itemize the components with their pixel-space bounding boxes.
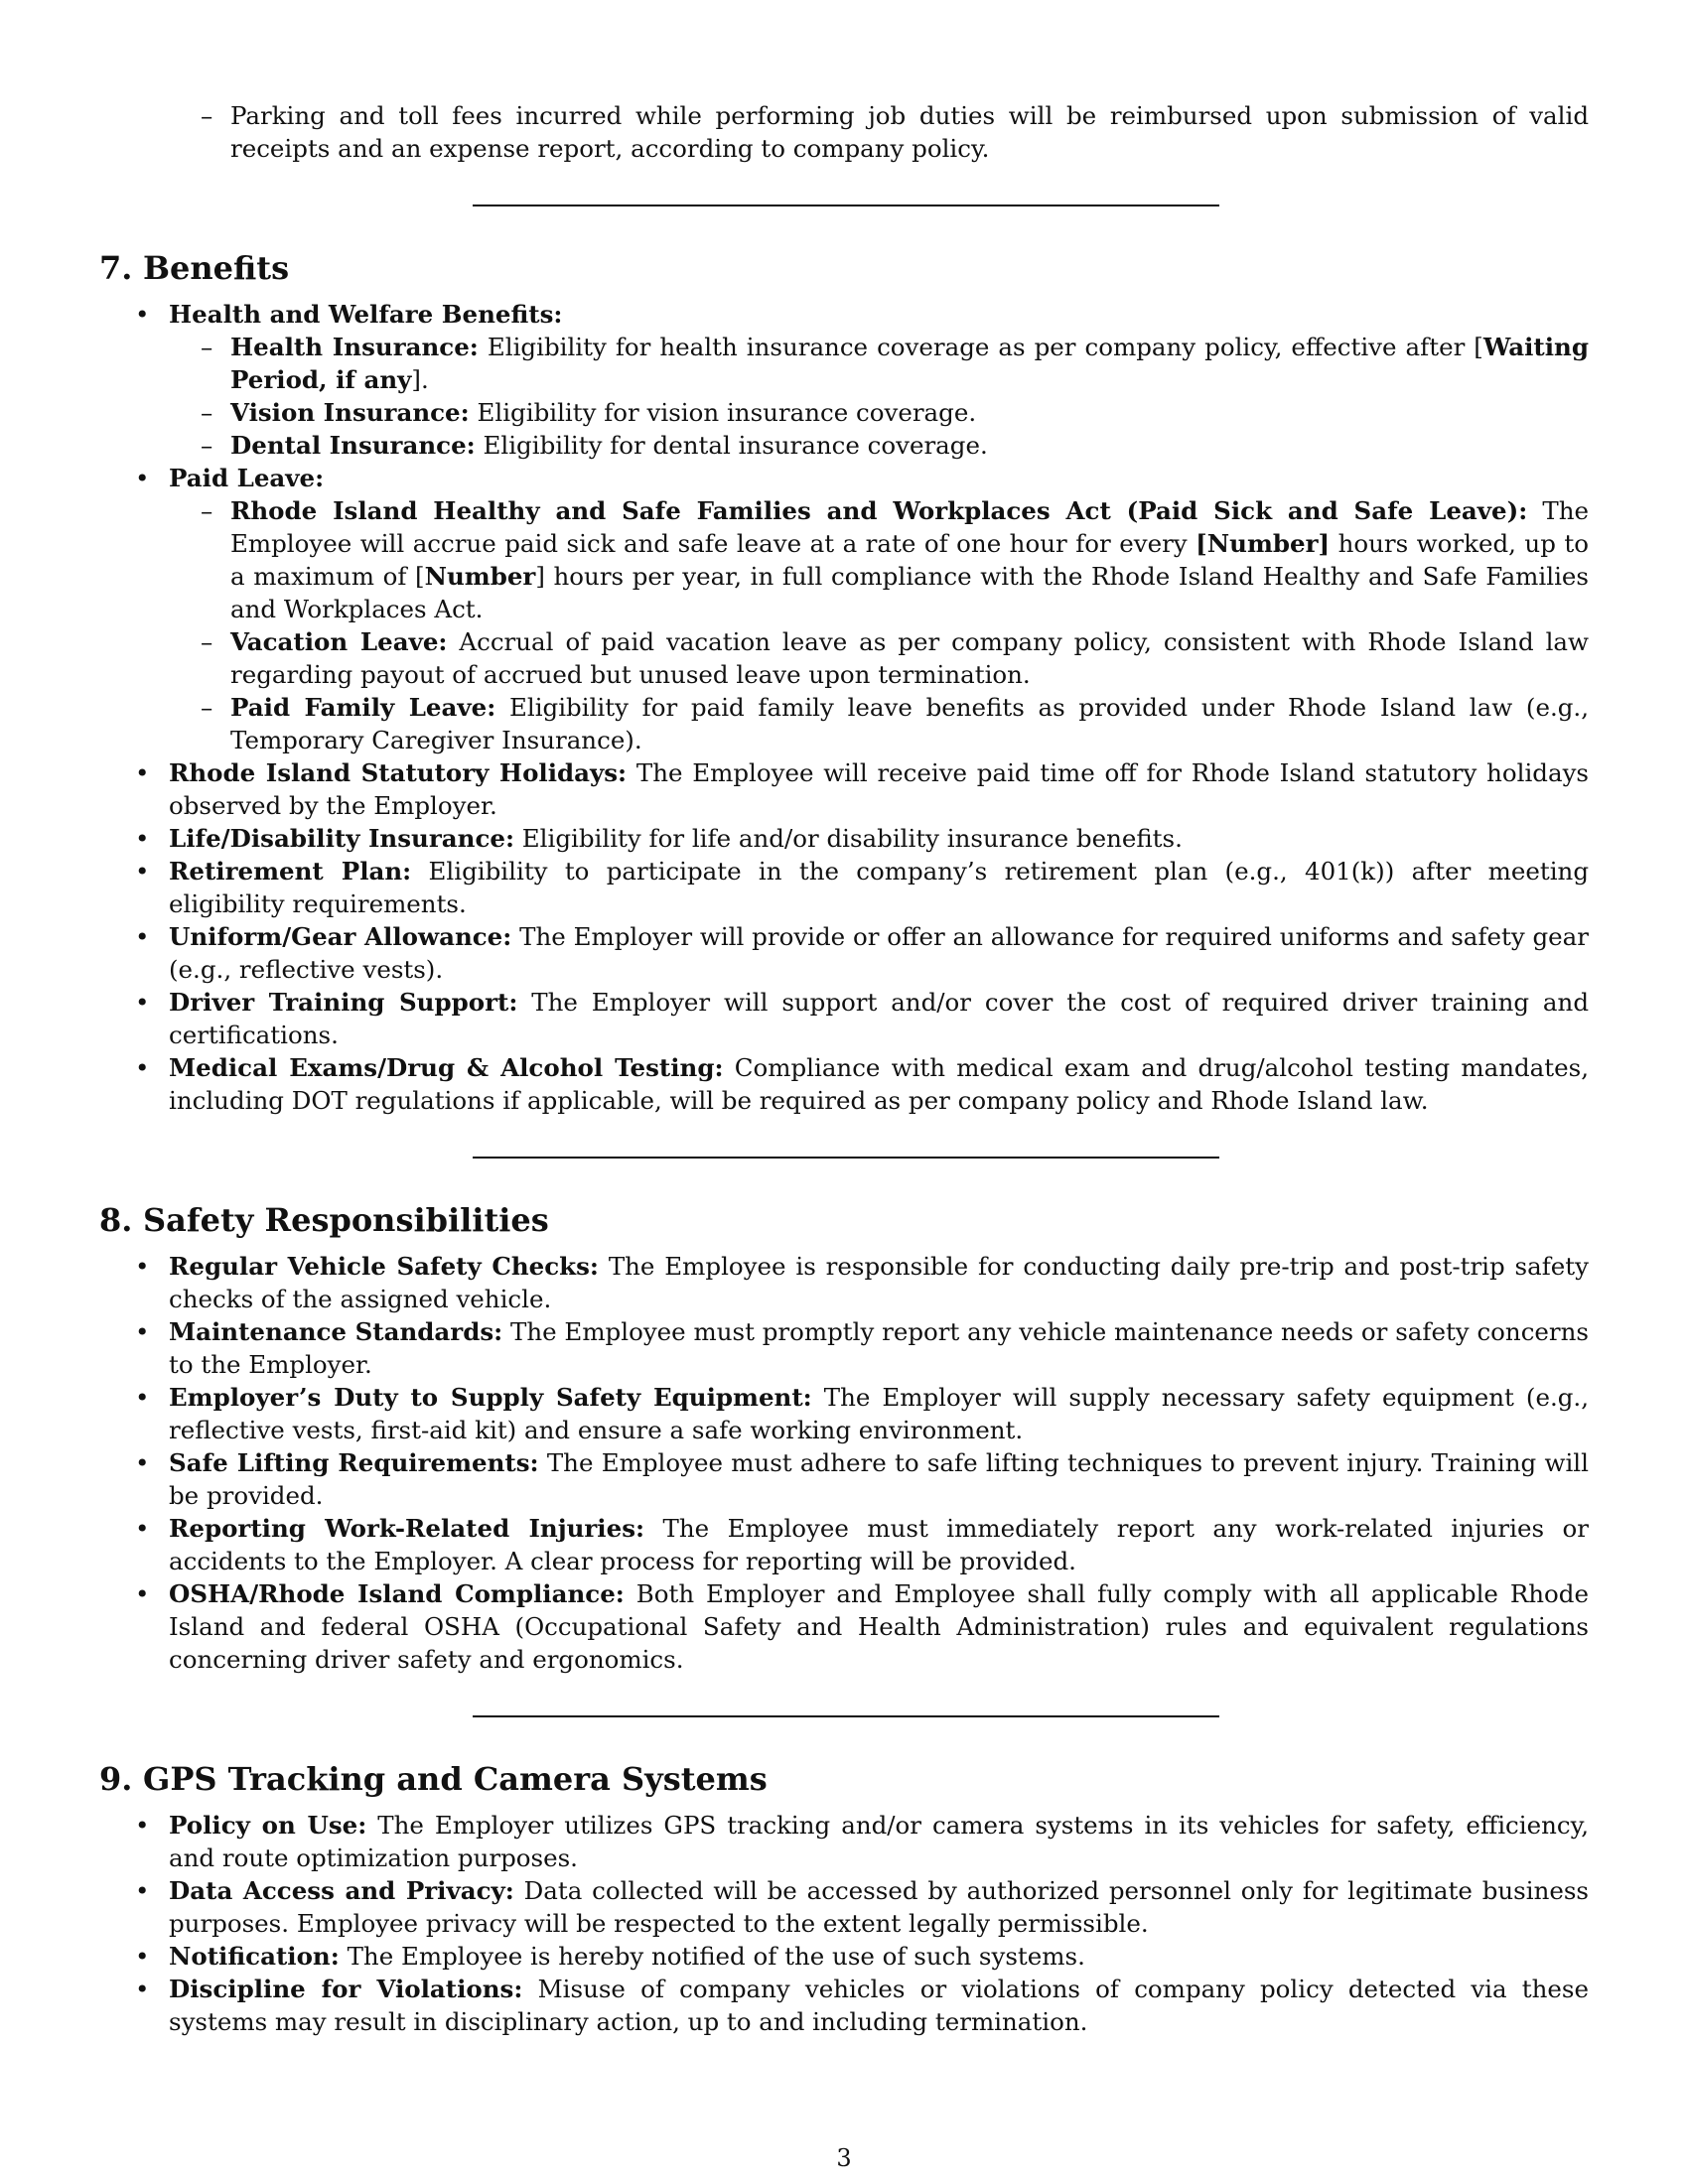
page-number: 3 bbox=[836, 2144, 852, 2172]
dash-bullet: – bbox=[201, 101, 213, 130]
list-item: – Health Insurance: Eligibility for health insurance coverage as per company policy, effective after [Waiting Period, if any]. bbox=[201, 333, 1589, 394]
section-heading-gps: 9. GPS Tracking and Camera Systems bbox=[99, 1760, 768, 1798]
list-item: • Rhode Island Statutory Holidays: The Employee will receive paid time off for Rhode Island statutory holidays observed by the Employer. bbox=[135, 758, 1590, 820]
list-item: • Life/Disability Insurance: Eligibility for life and/or disability insurance benefits. bbox=[135, 824, 1183, 853]
list-item: – Vision Insurance: Eligibility for vision insurance coverage. bbox=[201, 398, 977, 427]
list-item: – Dental Insurance: Eligibility for dental insurance coverage. bbox=[201, 431, 988, 460]
list-item: • Paid Leave: – Rhode Island Healthy and Safe Families and Workplaces Act (Paid Sick and Safe Leave): The Employee will accrue paid sick and safe leave at a rate of one hour for every [Number] hours worked, up to a maximum of [Number] hours per year, in full compliance with the Rhode Island Healthy and Safe Families and Workplaces Act. – Vacation Leave: Accrual of paid vacation leave as per company policy, consistent with Rhode Island law regarding payout of accrued but unused leave upon termination. – Paid Family Leave: Eligibility for paid family leave benefits as provided under Rhode Island law (e.g., Temporary Caregiver Insurance). bbox=[135, 464, 1590, 754]
list-item: • OSHA/Rhode Island Compliance: Both Employer and Employee shall fully comply with all applicable Rhode Island and federal OSHA (Occupational Safety and Health Administration) rules and equivalent regulations concerning driver safety and ergonomics. bbox=[135, 1579, 1589, 1674]
list-item: • Reporting Work-Related Injuries: The Employee must immediately report any work-related injuries or accidents to the Employer. A clear process for reporting will be provided. bbox=[135, 1514, 1589, 1575]
continuation-list bbox=[169, 99, 1589, 165]
benefits-list bbox=[99, 298, 1589, 1117]
list-item: • Regular Vehicle Safety Checks: The Employee is responsible for conducting daily pre-trip and post-trip safety checks of the assigned vehicle. bbox=[135, 1252, 1589, 1313]
list-item: – Rhode Island Healthy and Safe Families and Workplaces Act (Paid Sick and Safe Leave): The Employee will accrue paid sick and safe leave at a rate of one hour for every [Number] hours worked, up to a maximum of [Number] hours per year, in full compliance with the Rhode Island Healthy and Safe Families and Workplaces Act. bbox=[201, 496, 1589, 623]
list-item: • Policy on Use: The Employer utilizes GPS tracking and/or camera systems in its vehicles for safety, efficiency, and route optimization purposes. bbox=[135, 1811, 1589, 1872]
list-item: • Driver Training Support: The Employer will support and/or cover the cost of required driver training and certifications. bbox=[135, 988, 1590, 1049]
safety-list bbox=[99, 1250, 1589, 1676]
list-item: • Medical Exams/Drug & Alcohol Testing: Compliance with medical exam and drug/alcohol testing mandates, including DOT regulations if applicable, will be required as per company policy and Rhode Island law. bbox=[135, 1053, 1589, 1115]
list-item: • Discipline for Violations: Misuse of company vehicles or violations of company policy detected via these systems may result in disciplinary action, up to and including termination. bbox=[135, 1975, 1589, 2036]
list-item: • Health and Welfare Benefits: – Health Insurance: Eligibility for health insurance coverage as per company policy, effective after [Waiting Period, if any]. – Vision Insurance: Eligibility for vision insurance coverage. – Dental Insurance: Eligibility for dental insurance coverage. bbox=[135, 300, 1589, 460]
gps-list bbox=[99, 1809, 1589, 2038]
list-item: • Data Access and Privacy: Data collected will be accessed by authorized personnel only for legitimate business purposes. Employee privacy will be respected to the extent legally permissible. bbox=[135, 1876, 1589, 1938]
document-page bbox=[99, 99, 1589, 2038]
list-item: • Notification: The Employee is hereby notified of the use of such systems. bbox=[135, 1942, 1085, 1971]
list-item: • Maintenance Standards: The Employee must promptly report any vehicle maintenance needs or safety concerns to the Employer. bbox=[135, 1317, 1589, 1379]
section-heading-safety: 8. Safety Responsibilities bbox=[99, 1201, 549, 1239]
section-heading-benefits: 7. Benefits bbox=[99, 249, 290, 287]
bullet: • bbox=[135, 464, 150, 492]
list-item: • Employer’s Duty to Supply Safety Equipment: The Employer will supply necessary safety equipment (e.g., reflective vests, first-aid kit) and ensure a safe working environment. bbox=[135, 1383, 1589, 1444]
list-item: – Paid Family Leave: Eligibility for paid family leave benefits as provided under Rhode Island law (e.g., Temporary Caregiver Insurance). bbox=[201, 693, 1589, 754]
list-item: • Retirement Plan: Eligibility to participate in the company’s retirement plan (e.g., 401(k)) after meeting eligibility requirements. bbox=[135, 857, 1589, 918]
bullet: • bbox=[135, 300, 150, 329]
paid-leave-sublist bbox=[169, 494, 1589, 756]
list-item: • Safe Lifting Requirements: The Employee must adhere to safe lifting techniques to prevent injury. Training will be provided. bbox=[135, 1448, 1589, 1510]
list-item: – Parking and toll fees incurred while performing job duties will be reimbursed upon submission of valid receipts and an expense report, according to company policy. bbox=[201, 101, 1589, 163]
list-item: • Uniform/Gear Allowance: The Employer will provide or offer an allowance for required uniforms and safety gear (e.g., reflective vests). bbox=[135, 922, 1589, 984]
list-item: – Vacation Leave: Accrual of paid vacation leave as per company policy, consistent with Rhode Island law regarding payout of accrued but unused leave upon termination. bbox=[201, 627, 1590, 689]
health-welfare-sublist bbox=[169, 331, 1589, 462]
